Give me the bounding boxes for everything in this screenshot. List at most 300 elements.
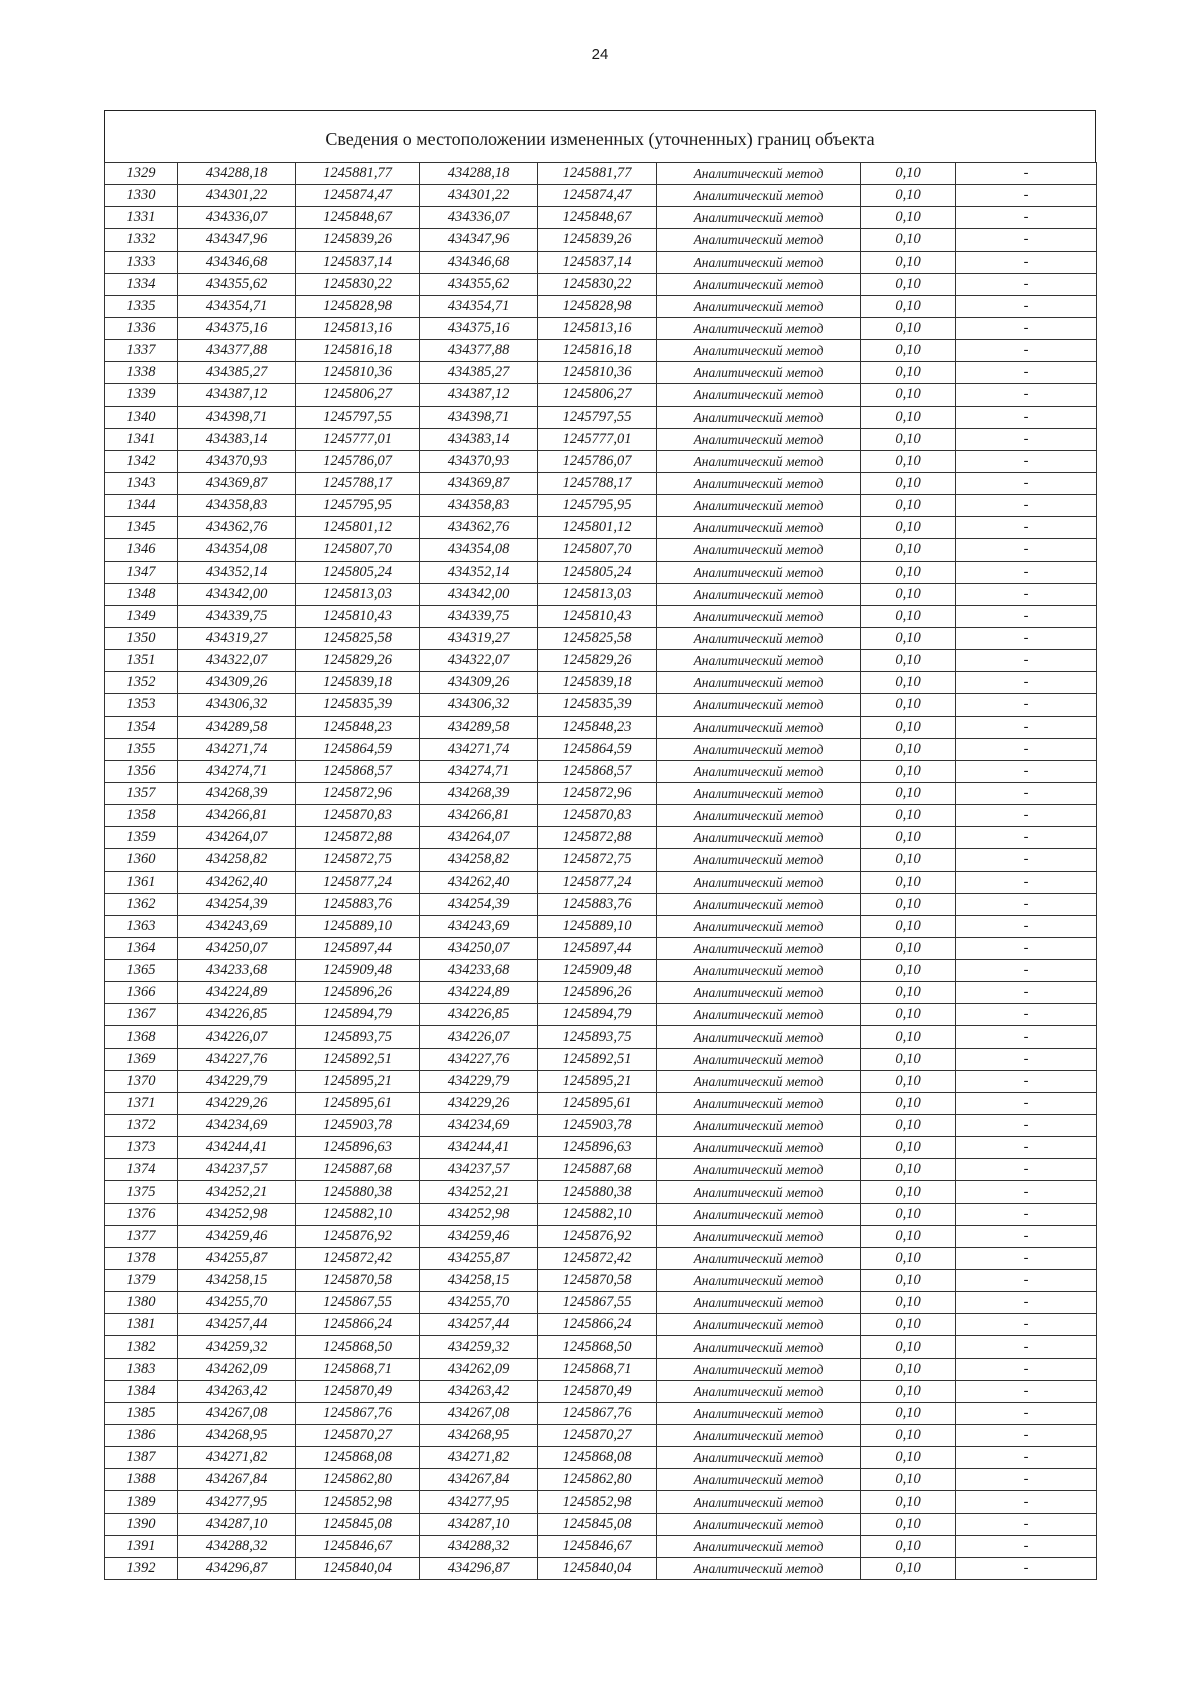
y-new-cell: 1245830,22 xyxy=(538,273,657,295)
description-cell: - xyxy=(956,650,1097,672)
x-existing-cell: 434229,26 xyxy=(178,1092,296,1114)
x-new-cell: 434268,39 xyxy=(420,782,538,804)
method-cell: Аналитический метод xyxy=(657,805,861,827)
method-cell: Аналитический метод xyxy=(657,583,861,605)
y-existing-cell: 1245876,92 xyxy=(296,1225,420,1247)
y-new-cell: 1245909,48 xyxy=(538,960,657,982)
y-existing-cell: 1245892,51 xyxy=(296,1048,420,1070)
y-existing-cell: 1245896,26 xyxy=(296,982,420,1004)
y-new-cell: 1245867,76 xyxy=(538,1402,657,1424)
point-number-cell: 1369 xyxy=(105,1048,178,1070)
accuracy-cell: 0,10 xyxy=(861,627,956,649)
table-row xyxy=(105,1181,1097,1203)
point-number-cell: 1360 xyxy=(105,849,178,871)
x-new-cell: 434346,68 xyxy=(420,251,538,273)
y-existing-cell: 1245848,23 xyxy=(296,716,420,738)
point-number-cell: 1365 xyxy=(105,960,178,982)
x-existing-cell: 434354,71 xyxy=(178,295,296,317)
y-existing-cell: 1245896,63 xyxy=(296,1137,420,1159)
y-existing-cell: 1245797,55 xyxy=(296,406,420,428)
description-cell: - xyxy=(956,406,1097,428)
method-cell: Аналитический метод xyxy=(657,1358,861,1380)
x-existing-cell: 434224,89 xyxy=(178,982,296,1004)
table-row xyxy=(105,627,1097,649)
accuracy-cell: 0,10 xyxy=(861,937,956,959)
y-existing-cell: 1245839,26 xyxy=(296,229,420,251)
x-new-cell: 434288,18 xyxy=(420,163,538,185)
method-cell: Аналитический метод xyxy=(657,960,861,982)
accuracy-cell: 0,10 xyxy=(861,1447,956,1469)
method-cell: Аналитический метод xyxy=(657,605,861,627)
accuracy-cell: 0,10 xyxy=(861,1380,956,1402)
x-new-cell: 434306,32 xyxy=(420,694,538,716)
accuracy-cell: 0,10 xyxy=(861,650,956,672)
description-cell: - xyxy=(956,185,1097,207)
point-number-cell: 1382 xyxy=(105,1336,178,1358)
y-new-cell: 1245880,38 xyxy=(538,1181,657,1203)
point-number-cell: 1368 xyxy=(105,1026,178,1048)
table-row xyxy=(105,1425,1097,1447)
x-new-cell: 434237,57 xyxy=(420,1159,538,1181)
point-number-cell: 1372 xyxy=(105,1115,178,1137)
y-new-cell: 1245883,76 xyxy=(538,893,657,915)
point-number-cell: 1331 xyxy=(105,207,178,229)
x-new-cell: 434227,76 xyxy=(420,1048,538,1070)
description-cell: - xyxy=(956,738,1097,760)
point-number-cell: 1392 xyxy=(105,1557,178,1579)
point-number-cell: 1353 xyxy=(105,694,178,716)
table-row xyxy=(105,849,1097,871)
y-existing-cell: 1245887,68 xyxy=(296,1159,420,1181)
description-cell: - xyxy=(956,1159,1097,1181)
x-existing-cell: 434383,14 xyxy=(178,428,296,450)
x-new-cell: 434226,85 xyxy=(420,1004,538,1026)
accuracy-cell: 0,10 xyxy=(861,1092,956,1114)
x-new-cell: 434234,69 xyxy=(420,1115,538,1137)
table-row xyxy=(105,1270,1097,1292)
method-cell: Аналитический метод xyxy=(657,185,861,207)
point-number-cell: 1344 xyxy=(105,495,178,517)
method-cell: Аналитический метод xyxy=(657,561,861,583)
x-new-cell: 434264,07 xyxy=(420,827,538,849)
x-new-cell: 434244,41 xyxy=(420,1137,538,1159)
method-cell: Аналитический метод xyxy=(657,517,861,539)
y-existing-cell: 1245816,18 xyxy=(296,340,420,362)
x-new-cell: 434383,14 xyxy=(420,428,538,450)
x-existing-cell: 434237,57 xyxy=(178,1159,296,1181)
method-cell: Аналитический метод xyxy=(657,716,861,738)
accuracy-cell: 0,10 xyxy=(861,450,956,472)
x-existing-cell: 434252,21 xyxy=(178,1181,296,1203)
description-cell: - xyxy=(956,1247,1097,1269)
table-row xyxy=(105,1557,1097,1579)
y-existing-cell: 1245801,12 xyxy=(296,517,420,539)
table-row xyxy=(105,1336,1097,1358)
point-number-cell: 1367 xyxy=(105,1004,178,1026)
x-existing-cell: 434339,75 xyxy=(178,605,296,627)
accuracy-cell: 0,10 xyxy=(861,1004,956,1026)
y-existing-cell: 1245848,67 xyxy=(296,207,420,229)
y-existing-cell: 1245777,01 xyxy=(296,428,420,450)
description-cell: - xyxy=(956,1425,1097,1447)
y-new-cell: 1245807,70 xyxy=(538,539,657,561)
y-existing-cell: 1245894,79 xyxy=(296,1004,420,1026)
method-cell: Аналитический метод xyxy=(657,317,861,339)
point-number-cell: 1375 xyxy=(105,1181,178,1203)
y-new-cell: 1245788,17 xyxy=(538,472,657,494)
method-cell: Аналитический метод xyxy=(657,362,861,384)
y-new-cell: 1245829,26 xyxy=(538,650,657,672)
point-number-cell: 1356 xyxy=(105,760,178,782)
y-existing-cell: 1245895,21 xyxy=(296,1070,420,1092)
table-row xyxy=(105,362,1097,384)
point-number-cell: 1339 xyxy=(105,384,178,406)
y-new-cell: 1245848,67 xyxy=(538,207,657,229)
y-existing-cell: 1245866,24 xyxy=(296,1314,420,1336)
method-cell: Аналитический метод xyxy=(657,207,861,229)
method-cell: Аналитический метод xyxy=(657,295,861,317)
y-new-cell: 1245852,98 xyxy=(538,1491,657,1513)
table-row xyxy=(105,163,1097,185)
accuracy-cell: 0,10 xyxy=(861,295,956,317)
accuracy-cell: 0,10 xyxy=(861,495,956,517)
method-cell: Аналитический метод xyxy=(657,1115,861,1137)
x-existing-cell: 434255,70 xyxy=(178,1292,296,1314)
method-cell: Аналитический метод xyxy=(657,937,861,959)
y-new-cell: 1245870,58 xyxy=(538,1270,657,1292)
point-number-cell: 1376 xyxy=(105,1203,178,1225)
x-existing-cell: 434346,68 xyxy=(178,251,296,273)
x-new-cell: 434255,87 xyxy=(420,1247,538,1269)
point-number-cell: 1362 xyxy=(105,893,178,915)
x-new-cell: 434259,46 xyxy=(420,1225,538,1247)
description-cell: - xyxy=(956,495,1097,517)
accuracy-cell: 0,10 xyxy=(861,1292,956,1314)
x-existing-cell: 434233,68 xyxy=(178,960,296,982)
y-existing-cell: 1245835,39 xyxy=(296,694,420,716)
x-existing-cell: 434264,07 xyxy=(178,827,296,849)
description-cell: - xyxy=(956,694,1097,716)
x-new-cell: 434339,75 xyxy=(420,605,538,627)
description-cell: - xyxy=(956,1380,1097,1402)
y-existing-cell: 1245881,77 xyxy=(296,163,420,185)
accuracy-cell: 0,10 xyxy=(861,207,956,229)
method-cell: Аналитический метод xyxy=(657,1270,861,1292)
y-new-cell: 1245872,42 xyxy=(538,1247,657,1269)
method-cell: Аналитический метод xyxy=(657,1425,861,1447)
x-new-cell: 434267,84 xyxy=(420,1469,538,1491)
x-existing-cell: 434322,07 xyxy=(178,650,296,672)
accuracy-cell: 0,10 xyxy=(861,849,956,871)
accuracy-cell: 0,10 xyxy=(861,915,956,937)
method-cell: Аналитический метод xyxy=(657,982,861,1004)
description-cell: - xyxy=(956,1292,1097,1314)
table-row xyxy=(105,605,1097,627)
table-row xyxy=(105,472,1097,494)
method-cell: Аналитический метод xyxy=(657,1535,861,1557)
y-existing-cell: 1245870,83 xyxy=(296,805,420,827)
point-number-cell: 1379 xyxy=(105,1270,178,1292)
table-row xyxy=(105,1314,1097,1336)
method-cell: Аналитический метод xyxy=(657,1447,861,1469)
description-cell: - xyxy=(956,1203,1097,1225)
accuracy-cell: 0,10 xyxy=(861,871,956,893)
point-number-cell: 1336 xyxy=(105,317,178,339)
point-number-cell: 1381 xyxy=(105,1314,178,1336)
description-cell: - xyxy=(956,1225,1097,1247)
table-row xyxy=(105,1358,1097,1380)
method-cell: Аналитический метод xyxy=(657,539,861,561)
method-cell: Аналитический метод xyxy=(657,472,861,494)
point-number-cell: 1333 xyxy=(105,251,178,273)
x-new-cell: 434387,12 xyxy=(420,384,538,406)
x-new-cell: 434288,32 xyxy=(420,1535,538,1557)
table-row xyxy=(105,982,1097,1004)
description-cell: - xyxy=(956,1004,1097,1026)
y-new-cell: 1245897,44 xyxy=(538,937,657,959)
x-existing-cell: 434287,10 xyxy=(178,1513,296,1535)
y-new-cell: 1245882,10 xyxy=(538,1203,657,1225)
table-row xyxy=(105,185,1097,207)
table-row xyxy=(105,1469,1097,1491)
y-existing-cell: 1245909,48 xyxy=(296,960,420,982)
point-number-cell: 1390 xyxy=(105,1513,178,1535)
x-existing-cell: 434354,08 xyxy=(178,539,296,561)
x-new-cell: 434277,95 xyxy=(420,1491,538,1513)
y-new-cell: 1245876,92 xyxy=(538,1225,657,1247)
y-new-cell: 1245872,88 xyxy=(538,827,657,849)
x-existing-cell: 434319,27 xyxy=(178,627,296,649)
table-row xyxy=(105,650,1097,672)
x-existing-cell: 434375,16 xyxy=(178,317,296,339)
x-new-cell: 434309,26 xyxy=(420,672,538,694)
x-new-cell: 434229,26 xyxy=(420,1092,538,1114)
accuracy-cell: 0,10 xyxy=(861,1557,956,1579)
accuracy-cell: 0,10 xyxy=(861,185,956,207)
point-number-cell: 1374 xyxy=(105,1159,178,1181)
y-new-cell: 1245825,58 xyxy=(538,627,657,649)
y-existing-cell: 1245852,98 xyxy=(296,1491,420,1513)
x-new-cell: 434354,71 xyxy=(420,295,538,317)
y-existing-cell: 1245862,80 xyxy=(296,1469,420,1491)
table-row xyxy=(105,295,1097,317)
method-cell: Аналитический метод xyxy=(657,1004,861,1026)
x-existing-cell: 434226,07 xyxy=(178,1026,296,1048)
y-existing-cell: 1245874,47 xyxy=(296,185,420,207)
x-new-cell: 434375,16 xyxy=(420,317,538,339)
point-number-cell: 1341 xyxy=(105,428,178,450)
table-row xyxy=(105,1048,1097,1070)
method-cell: Аналитический метод xyxy=(657,760,861,782)
accuracy-cell: 0,10 xyxy=(861,1491,956,1513)
description-cell: - xyxy=(956,782,1097,804)
x-existing-cell: 434262,40 xyxy=(178,871,296,893)
x-existing-cell: 434370,93 xyxy=(178,450,296,472)
y-new-cell: 1245867,55 xyxy=(538,1292,657,1314)
accuracy-cell: 0,10 xyxy=(861,251,956,273)
x-new-cell: 434255,70 xyxy=(420,1292,538,1314)
table-row xyxy=(105,561,1097,583)
x-new-cell: 434398,71 xyxy=(420,406,538,428)
point-number-cell: 1348 xyxy=(105,583,178,605)
description-cell: - xyxy=(956,207,1097,229)
point-number-cell: 1343 xyxy=(105,472,178,494)
table-row xyxy=(105,229,1097,251)
description-cell: - xyxy=(956,362,1097,384)
x-new-cell: 434233,68 xyxy=(420,960,538,982)
point-number-cell: 1351 xyxy=(105,650,178,672)
y-existing-cell: 1245872,96 xyxy=(296,782,420,804)
x-new-cell: 434342,00 xyxy=(420,583,538,605)
x-existing-cell: 434259,46 xyxy=(178,1225,296,1247)
x-new-cell: 434287,10 xyxy=(420,1513,538,1535)
accuracy-cell: 0,10 xyxy=(861,1070,956,1092)
table-row xyxy=(105,871,1097,893)
method-cell: Аналитический метод xyxy=(657,827,861,849)
accuracy-cell: 0,10 xyxy=(861,1336,956,1358)
x-new-cell: 434347,96 xyxy=(420,229,538,251)
point-number-cell: 1384 xyxy=(105,1380,178,1402)
y-existing-cell: 1245868,57 xyxy=(296,760,420,782)
x-new-cell: 434263,42 xyxy=(420,1380,538,1402)
accuracy-cell: 0,10 xyxy=(861,406,956,428)
y-existing-cell: 1245867,76 xyxy=(296,1402,420,1424)
method-cell: Аналитический метод xyxy=(657,1026,861,1048)
table-row xyxy=(105,1402,1097,1424)
y-new-cell: 1245805,24 xyxy=(538,561,657,583)
point-number-cell: 1347 xyxy=(105,561,178,583)
point-number-cell: 1373 xyxy=(105,1137,178,1159)
method-cell: Аналитический метод xyxy=(657,1070,861,1092)
y-new-cell: 1245868,08 xyxy=(538,1447,657,1469)
x-new-cell: 434289,58 xyxy=(420,716,538,738)
table-row xyxy=(105,450,1097,472)
description-cell: - xyxy=(956,760,1097,782)
method-cell: Аналитический метод xyxy=(657,650,861,672)
x-new-cell: 434377,88 xyxy=(420,340,538,362)
description-cell: - xyxy=(956,937,1097,959)
table-row xyxy=(105,207,1097,229)
table-row xyxy=(105,760,1097,782)
description-cell: - xyxy=(956,1358,1097,1380)
table-row xyxy=(105,1292,1097,1314)
point-number-cell: 1346 xyxy=(105,539,178,561)
table-row xyxy=(105,317,1097,339)
description-cell: - xyxy=(956,605,1097,627)
method-cell: Аналитический метод xyxy=(657,273,861,295)
y-existing-cell: 1245895,61 xyxy=(296,1092,420,1114)
x-new-cell: 434301,22 xyxy=(420,185,538,207)
accuracy-cell: 0,10 xyxy=(861,561,956,583)
y-new-cell: 1245872,96 xyxy=(538,782,657,804)
table-row xyxy=(105,694,1097,716)
y-existing-cell: 1245839,18 xyxy=(296,672,420,694)
method-cell: Аналитический метод xyxy=(657,672,861,694)
accuracy-cell: 0,10 xyxy=(861,340,956,362)
y-existing-cell: 1245805,24 xyxy=(296,561,420,583)
boundary-table-sheet xyxy=(104,110,1096,1580)
description-cell: - xyxy=(956,317,1097,339)
point-number-cell: 1337 xyxy=(105,340,178,362)
x-new-cell: 434385,27 xyxy=(420,362,538,384)
x-new-cell: 434250,07 xyxy=(420,937,538,959)
y-new-cell: 1245889,10 xyxy=(538,915,657,937)
x-new-cell: 434258,82 xyxy=(420,849,538,871)
y-new-cell: 1245881,77 xyxy=(538,163,657,185)
table-row xyxy=(105,495,1097,517)
x-existing-cell: 434267,08 xyxy=(178,1402,296,1424)
table-row xyxy=(105,915,1097,937)
x-existing-cell: 434387,12 xyxy=(178,384,296,406)
y-new-cell: 1245797,55 xyxy=(538,406,657,428)
x-existing-cell: 434258,82 xyxy=(178,849,296,871)
method-cell: Аналитический метод xyxy=(657,1181,861,1203)
x-existing-cell: 434271,82 xyxy=(178,1447,296,1469)
y-new-cell: 1245894,79 xyxy=(538,1004,657,1026)
x-new-cell: 434268,95 xyxy=(420,1425,538,1447)
x-new-cell: 434274,71 xyxy=(420,760,538,782)
x-new-cell: 434319,27 xyxy=(420,627,538,649)
description-cell: - xyxy=(956,672,1097,694)
description-cell: - xyxy=(956,583,1097,605)
description-cell: - xyxy=(956,273,1097,295)
accuracy-cell: 0,10 xyxy=(861,694,956,716)
x-new-cell: 434254,39 xyxy=(420,893,538,915)
point-number-cell: 1389 xyxy=(105,1491,178,1513)
method-cell: Аналитический метод xyxy=(657,384,861,406)
method-cell: Аналитический метод xyxy=(657,694,861,716)
x-existing-cell: 434257,44 xyxy=(178,1314,296,1336)
table-row xyxy=(105,1203,1097,1225)
y-existing-cell: 1245868,71 xyxy=(296,1358,420,1380)
x-new-cell: 434257,44 xyxy=(420,1314,538,1336)
x-new-cell: 434271,82 xyxy=(420,1447,538,1469)
x-existing-cell: 434362,76 xyxy=(178,517,296,539)
y-existing-cell: 1245872,42 xyxy=(296,1247,420,1269)
method-cell: Аналитический метод xyxy=(657,251,861,273)
y-existing-cell: 1245837,14 xyxy=(296,251,420,273)
y-existing-cell: 1245893,75 xyxy=(296,1026,420,1048)
accuracy-cell: 0,10 xyxy=(861,1137,956,1159)
y-new-cell: 1245896,26 xyxy=(538,982,657,1004)
y-new-cell: 1245810,36 xyxy=(538,362,657,384)
x-existing-cell: 434398,71 xyxy=(178,406,296,428)
x-existing-cell: 434274,71 xyxy=(178,760,296,782)
x-existing-cell: 434234,69 xyxy=(178,1115,296,1137)
method-cell: Аналитический метод xyxy=(657,1159,861,1181)
description-cell: - xyxy=(956,1026,1097,1048)
y-existing-cell: 1245864,59 xyxy=(296,738,420,760)
table-row xyxy=(105,805,1097,827)
x-existing-cell: 434385,27 xyxy=(178,362,296,384)
point-number-cell: 1335 xyxy=(105,295,178,317)
y-new-cell: 1245868,50 xyxy=(538,1336,657,1358)
description-cell: - xyxy=(956,428,1097,450)
method-cell: Аналитический метод xyxy=(657,1314,861,1336)
x-existing-cell: 434244,41 xyxy=(178,1137,296,1159)
method-cell: Аналитический метод xyxy=(657,627,861,649)
point-number-cell: 1361 xyxy=(105,871,178,893)
description-cell: - xyxy=(956,1270,1097,1292)
y-new-cell: 1245864,59 xyxy=(538,738,657,760)
table-row xyxy=(105,893,1097,915)
point-number-cell: 1350 xyxy=(105,627,178,649)
y-new-cell: 1245877,24 xyxy=(538,871,657,893)
y-new-cell: 1245862,80 xyxy=(538,1469,657,1491)
x-existing-cell: 434347,96 xyxy=(178,229,296,251)
accuracy-cell: 0,10 xyxy=(861,384,956,406)
accuracy-cell: 0,10 xyxy=(861,273,956,295)
